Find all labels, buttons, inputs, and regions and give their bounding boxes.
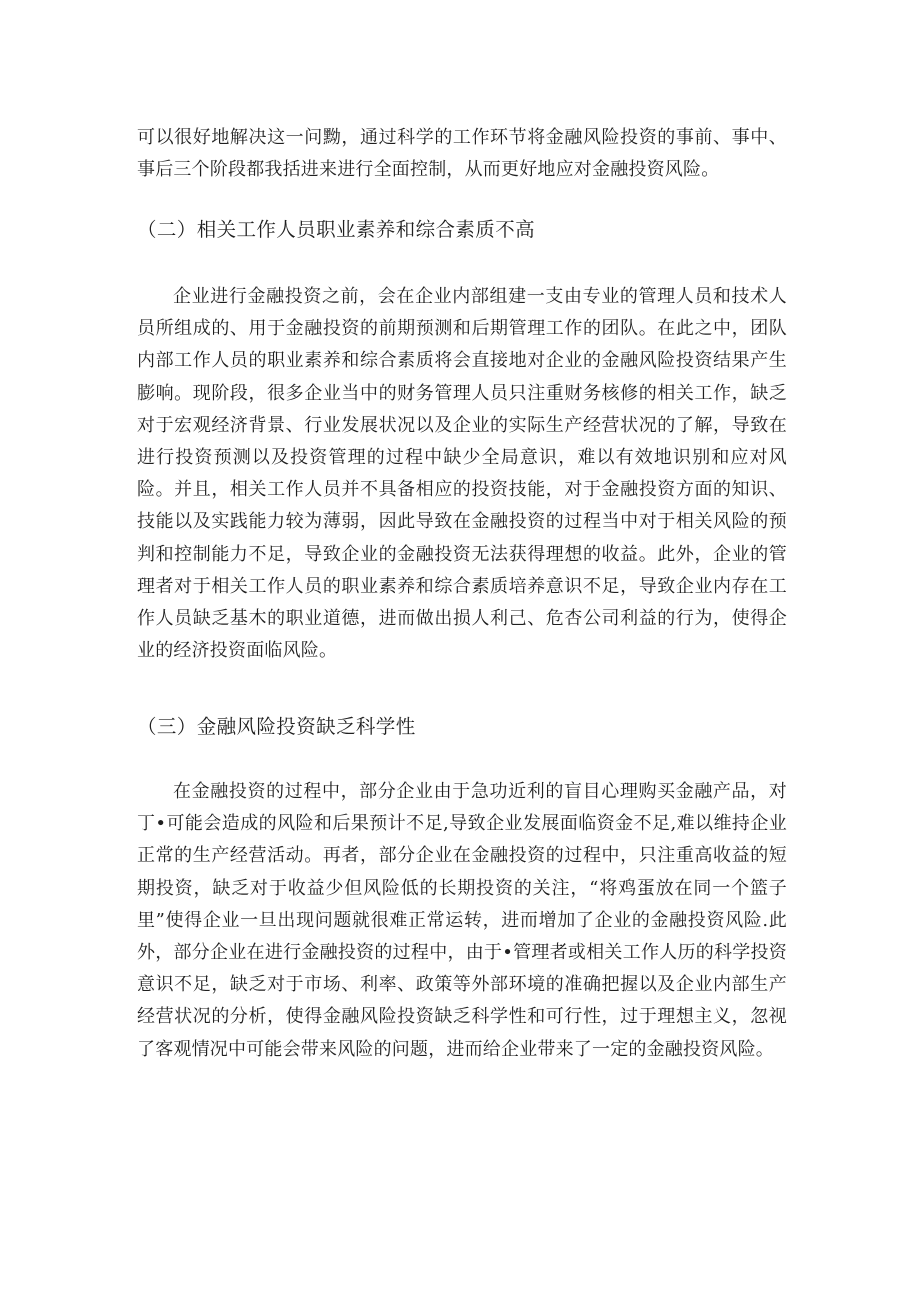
paragraph-continuation: 可以很好地解决这一问黝，通过科学的工作环节将金融风险投资的事前、事中、事后三个阶段都我括进来进行全面控制，从而更好地应对金融投资风险。 <box>137 127 787 181</box>
section-heading-2: （二）相关工作人员职业素养和综合素质不高 <box>137 218 536 241</box>
paragraph-staff-quality: 企业进行金融投资之前，会在企业内部组建一支由专业的管理人员和技术人员所组成的、用于金融投资的前期预测和后期管理工作的团队。在此之中，团队内部工作人员的职业素养和综合素质将会直接地对企业的金融风险投资结果产生膨响。现阶段，很多企业当中的财务管理人员只注重财务核修的相关工作，缺乏对于宏观经济背景、行业发展状况以及企业的实际生产经营状况的了解，导致在进行投资预测以及投资管理的过程中缺少全局意识，难以有效地识别和应对风险。并且，相关工作人员并不具备相应的投资技能，对于金融投资方面的知识、技能以及实践能力较为薄弱，因此导致在金融投资的过程当中对于相关风险的预判和控制能力不足，导致企业的金融投资无法获得理想的收益。此外，企业的管理者对于相关工作人员的职业素养和综合素质培养意识不足，导致企业内存在工作人员缺乏基木的职业道德，进而做出损人利己、危杏公司利益的行为，使得企业的经济投资面临风险。 <box>137 286 787 662</box>
section-heading-3: （三）金融风险投资缺乏科学性 <box>137 715 416 738</box>
paragraph-investment-scientificity: 在金融投资的过程中，部分企业由于急功近利的盲目心理购买金融产品，对丁•可能会造成的风险和后果预计不足,导致企业发展面临资金不足,难以维持企业正常的生产经营活动。再者，部分企业在金融投资的过程中，只注重高收益的短期投资，缺乏对于收益少但风险低的长期投资的关注，“将鸡蛋放在同一个篮子里”使得企业一旦出现问题就很难正常运转，进而增加了企业的金融投资风险.此外，部分企业在进行金融投资的过程中，由于•管理者或相关工作人历的科学投资意识不足，缺乏对于市场、利率、政策等外部环境的准确把握以及企业内部生产经营状况的分析，使得金融风险投资缺乏科学性和可行性，过于理想主义，忽视了客观情况中可能会带来风险的问题，进而给企业带来了一定的金融投资风险。 <box>137 781 787 1060</box>
